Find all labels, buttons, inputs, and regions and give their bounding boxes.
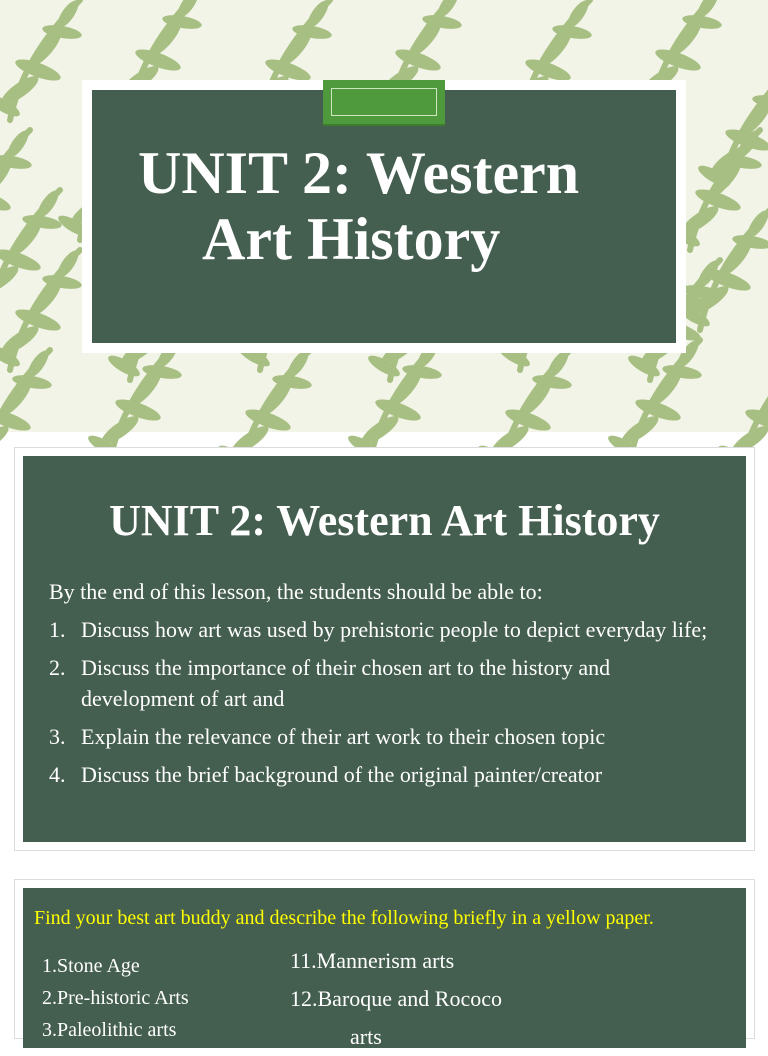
list-item-number: 2. [49,655,66,680]
list-item [49,614,729,645]
slide1-title [92,140,676,272]
title-tab-inner-border [331,88,437,116]
list-item: 1.Stone Age [42,955,140,977]
list-item-text: Discuss how art was used by prehistoric people to depict everyday life; [81,617,708,642]
list-item: 3.Paleolithic arts [42,1019,177,1041]
slide1-title-line2: Art History [202,206,501,272]
list-item [290,980,502,1056]
list-item [49,652,729,714]
activity-slide-body [23,888,746,1048]
list-item-number: 1. [49,617,66,642]
objectives-slide [14,447,755,851]
activity-slide [14,879,755,1049]
slide2-title: UNIT 2: Western Art History [109,496,660,545]
activity-instruction: Find your best art buddy and describe the following briefly in a yellow paper. [34,907,654,929]
list-item-text: Explain the relevance of their art work to their chosen topic [81,724,606,749]
list-item [49,721,729,752]
slide1-title-line1: UNIT 2: Western [138,140,580,206]
list-item-text: Discuss the brief background of the original painter/creator [81,762,603,787]
objectives-list [49,614,729,797]
list-item: 2.Pre-historic Arts [42,987,189,1009]
title-slide [0,0,768,432]
objectives-slide-body [23,456,746,842]
objectives-intro: By the end of this lesson, the students should be able to: [49,579,543,604]
list-item: 11.Mannerism arts [290,948,455,973]
list-item [49,759,729,790]
list-item-continuation: arts [350,1024,382,1049]
topic-list-right [290,942,502,1056]
title-tab-decoration [323,80,445,126]
list-item-text: 12.Baroque and Rococo [290,986,502,1011]
list-item-number: 3. [49,724,66,749]
list-item-number: 4. [49,762,66,787]
topic-list-left [42,950,189,1046]
list-item-text: Discuss the importance of their chosen art to the history and development of art and [81,655,611,711]
